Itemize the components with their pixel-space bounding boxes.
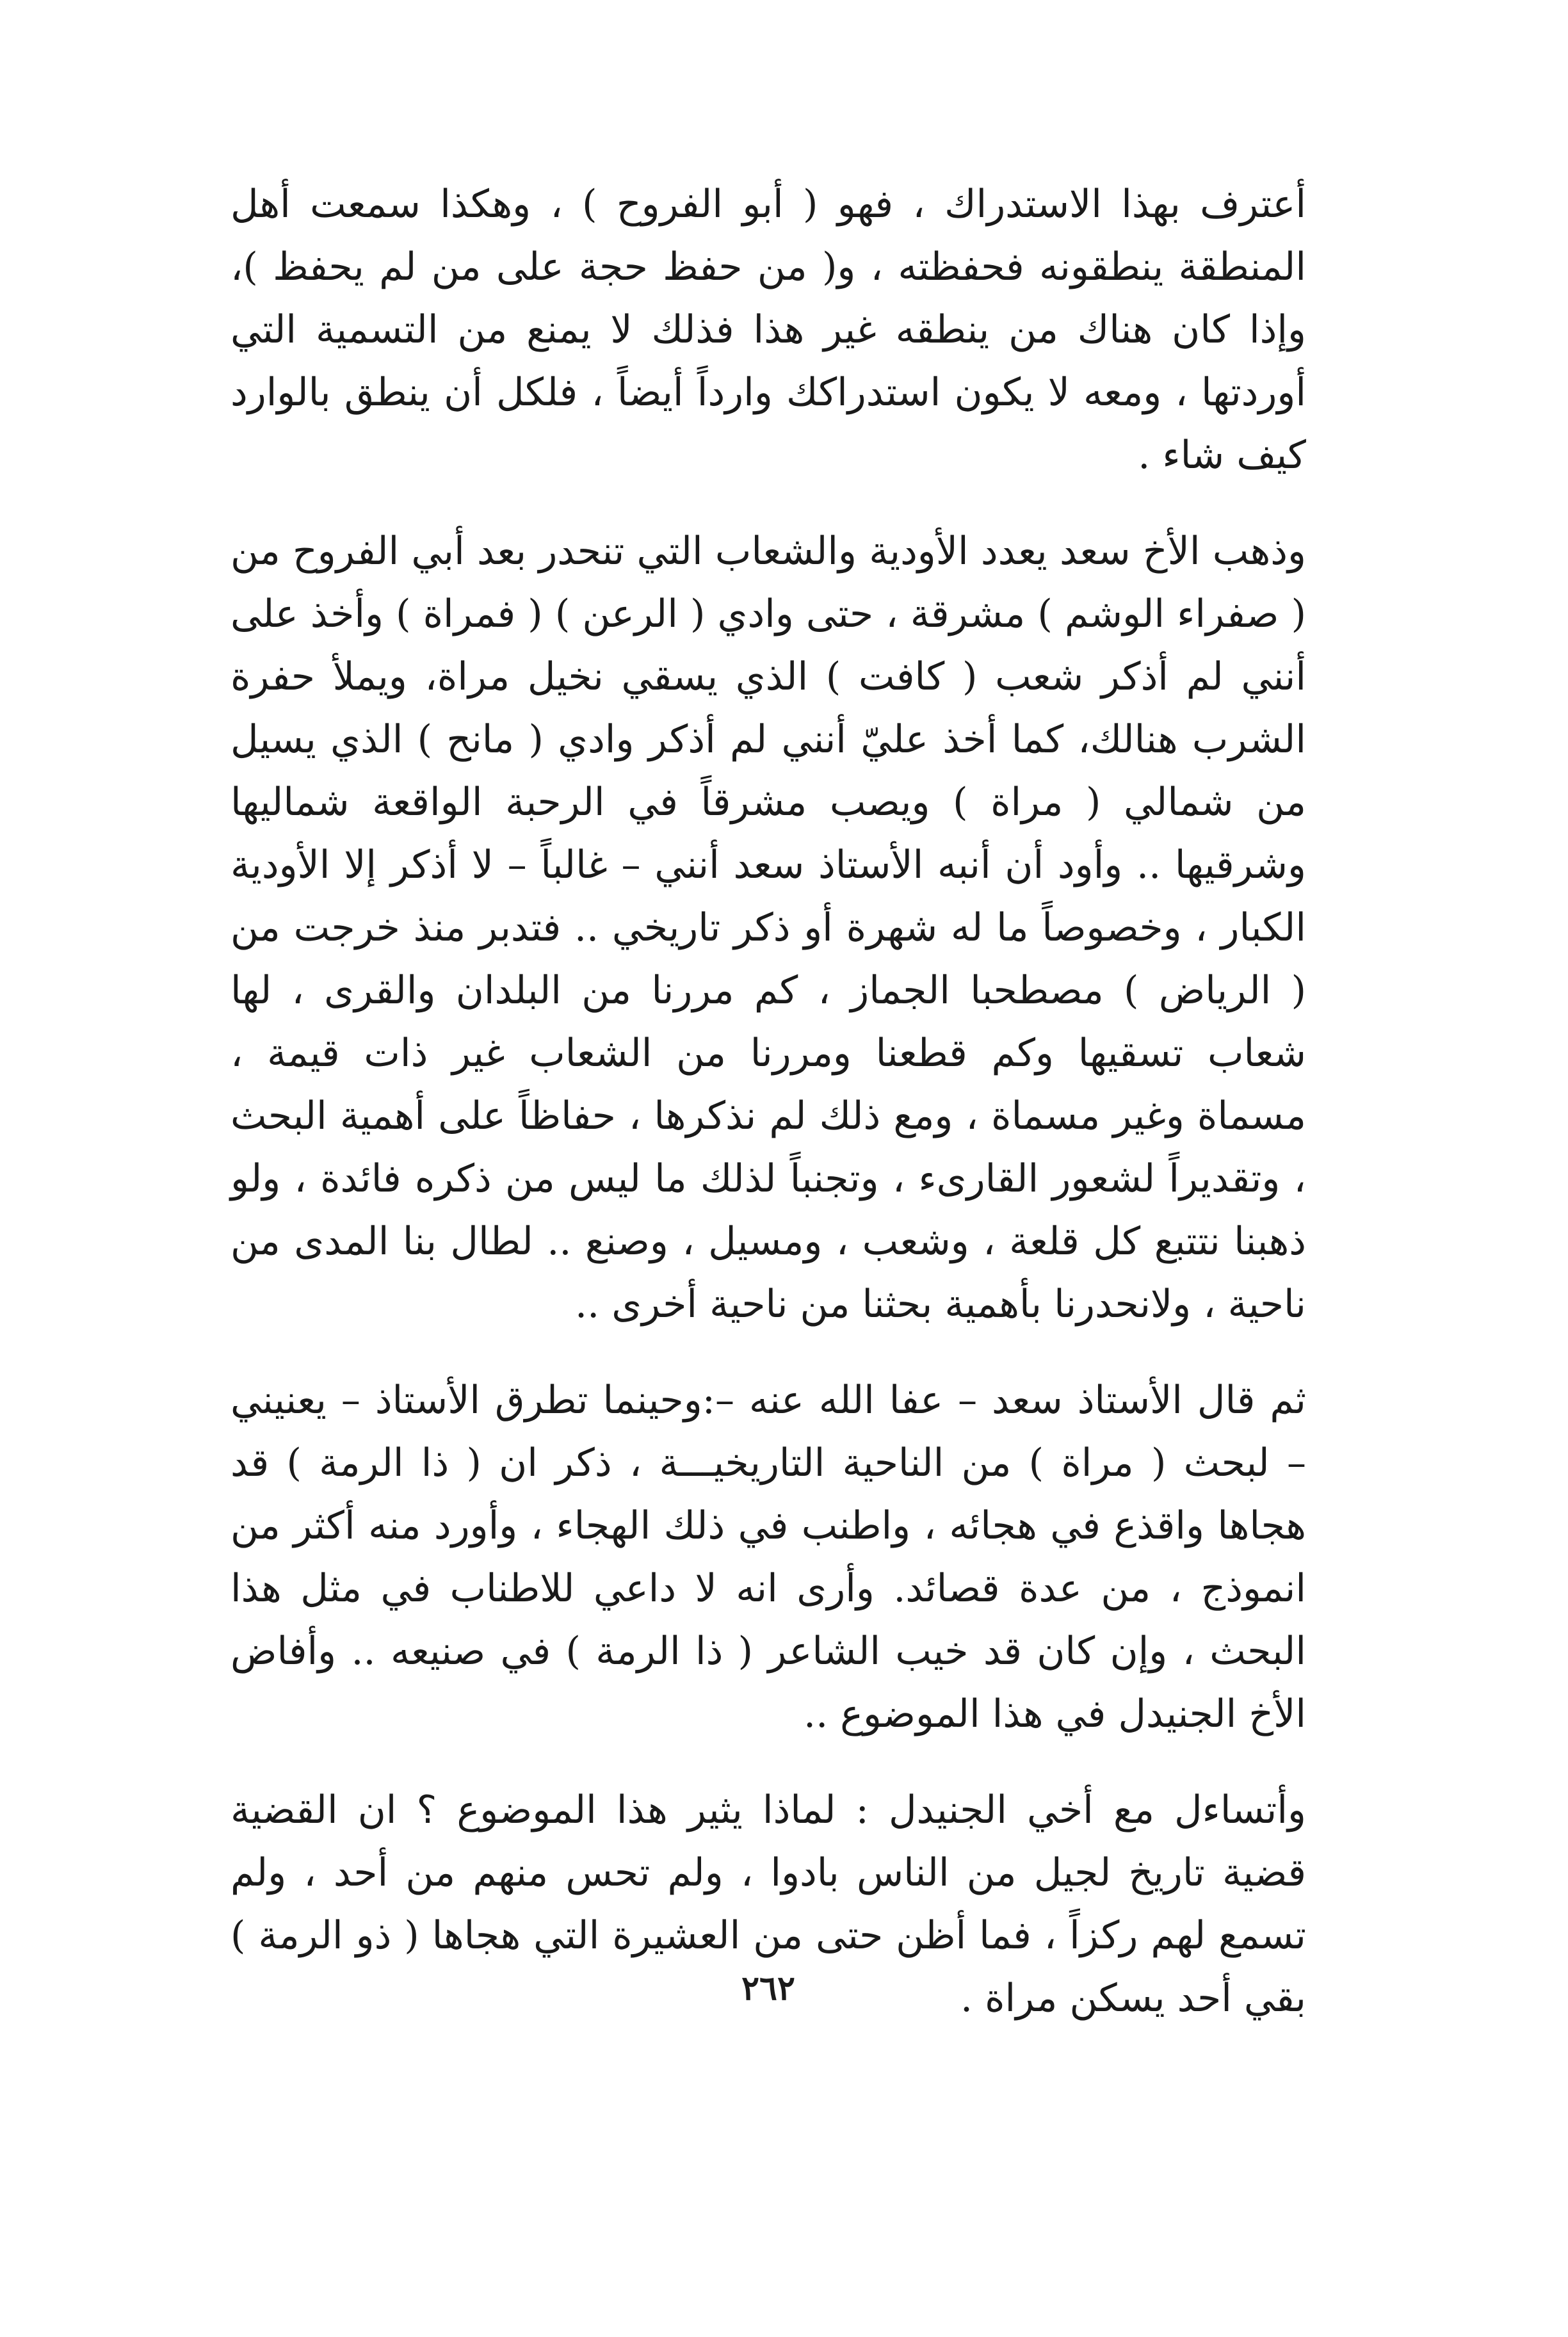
paragraph-2: وذهب الأخ سعد يعدد الأودية والشعاب التي تنحدر بعد أبي الفروح من ( صفراء الوشم ) مشرقة ، حتى وادي ( الرعن ) ( فمراة ) وأخذ على أنني لم أذكر شعب ( كافت ) الذي يسقي نخيل مراة، ويملأ حفرة الشرب هنالك، كما أخذ عليّ أنني لم أذكر وادي ( مانح ) الذي يسيل من شمالي ( مراة ) ويصب مشرقاً في الرحبة الواقعة شماليها وشرقيها .. وأود أن أنبه الأستاذ سعد أنني – غالباً – لا أذكر إلا الأودية الكبار ، وخصوصاً ما له شهرة أو ذكر تاريخي .. فتدبر منذ خرجت من ( الرياض ) مصطحبا الجماز ، كم مررنا من البلدان والقرى ، لها شعاب تسقيها وكم قطعنا ومررنا من الشعاب غير ذات قيمة ، مسماة وغير مسماة ، ومع ذلك لم نذكرها ، حفاظاً على أهمية البحث ، وتقديراً لشعور القارىء ، وتجنباً لذلك ما ليس من ذكره فائدة ، ولو ذهبنا نتتبع كل قلعة ، وشعب ، ومسيل ، وصنع .. لطال بنا المدى من ناحية ، ولانحدرنا بأهمية بحثنا من ناحية أخرى .. — [230, 529, 1307, 1327]
page-number: ٢٦٢ — [741, 1969, 795, 2008]
paragraph-3: ثم قال الأستاذ سعد – عفا الله عنه –:وحينما تطرق الأستاذ – يعنيني – لبحث ( مراة ) من الناحية التاريخيـــة ، ذكر ان ( ذا الرمة ) قد هجاها واقذع في هجائه ، واطنب في ذلك الهجاء ، وأورد منه أكثر من انموذج ، من عدة قصائد. وأرى انه لا داعي للاطناب في مثل هذا البحث ، وإن كان قد خيب الشاعر ( ذا الرمة ) في صنيعه .. وأفاض الأخ الجنيدل في هذا الموضوع .. — [230, 1378, 1306, 1736]
paragraph-4: وأتساءل مع أخي الجنيدل : لماذا يثير هذا الموضوع ؟ ان القضية قضية تاريخ لجيل من الناس بادوا ، ولم تحس منهم من أحد ، ولم تسمع لهم ركزاً ، فما أظن حتى من العشيرة التي هجاها ( ذو الرمة ) بقي أحد يسكن مراة . — [230, 1788, 1307, 2021]
page-body — [230, 173, 1306, 2222]
paragraph-1: أعترف بهذا الاستدراك ، فهو ( أبو الفروح ) ، وهكذا سمعت أهل المنطقة ينطقونه فحفظته ، و( من حفظ حجة على من لم يحفظ )، وإذا كان هناك من ينطقه غير هذا فذلك لا يمنع من التسمية التي أوردتها ، ومعه لا يكون استدراكك وارداً أيضاً ، فلكل أن ينطق بالوارد كيف شاء . — [230, 182, 1306, 478]
